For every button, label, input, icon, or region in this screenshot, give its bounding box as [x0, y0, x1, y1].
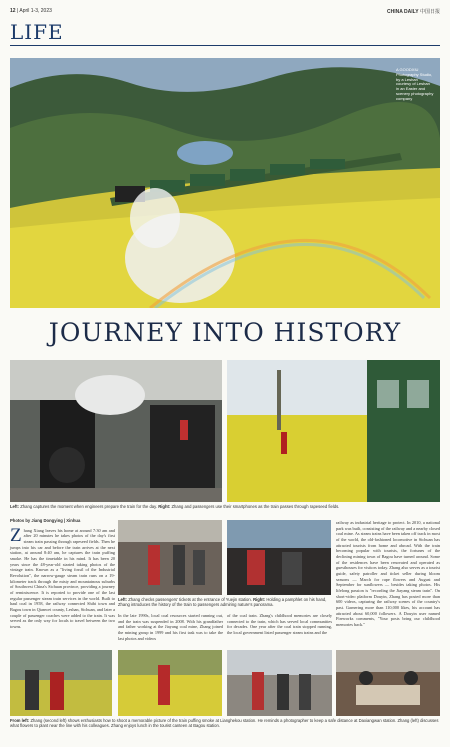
dropcap: Z [10, 524, 22, 546]
byline: Photos by Jiang Dongying | Xinhua [10, 518, 81, 523]
hero-photo [10, 58, 440, 308]
hero-credit: A GOODXIU Photography Studio, by a Leshan courtesy of Leshan in an Easter and scenery photography company [396, 67, 434, 101]
photo-lunch [336, 650, 440, 716]
article-col-3: of the coal train. Zhang's childhood memories are closely connected to the train, which has served local communities for decades. One year after the coal train stopped running, the local government listed passenger steam trains and the [227, 613, 332, 636]
brand: CHINA DAILY 中国日报 [387, 9, 440, 15]
photo-tickets [118, 520, 222, 595]
photo-engineers [10, 360, 222, 502]
section-rule [10, 45, 440, 46]
headline: JOURNEY INTO HISTORY [48, 318, 402, 347]
caption-top: Left: Zhang captures the moment when engineers prepare the train for the day. Right: Zhang and passengers use their smartphones as the train passes through rapeseed fields. [10, 504, 340, 509]
caption-bottom: From left: Zhang (second left) shows enthusiasts how to shoot a memorable picture of the train puffing smoke at Lianghekou station. He reminds a photographer to keep a safe distance at Daxiangwan station. Zhang (left) discusses what flowers to plant near the line with his colleagues. Zhang enjoys lunch in the tourist canteen at Bagou station. [10, 718, 439, 729]
photo-enthusiasts [10, 650, 112, 716]
photo-photographer [118, 650, 222, 716]
photo-colleagues [227, 650, 332, 716]
photo-rapeseed [227, 360, 440, 502]
page-info: 12 | April 1-3, 2023 [10, 8, 52, 14]
article-col-2: In the late 1990s, local coal resources started running out, and the train was suspended in 2008. With his grandfather and father working at the Jiayang coal mine, Zhang joined the mining group in 1999 and his first task was to take the last photos and videos [118, 613, 223, 641]
page-header [10, 8, 440, 18]
article-col-1: Photos by Jiang Dongying | Xinhua Zhang Xiang leaves his home at around 7:30 am and after 20 minutes he takes photos of the day's first steam train passing through rapeseed fields. Then he jumps into his car and before the train arrives at the next station, at around 8:40 am, he captures the train puffing smoke. He has the timetable in his mind. It has been 20 years since the 48-year-old started taking photos of the vintage train. Known as a "living fossil of the Industrial Revolution", the narrow-gauge steam train runs on a 19-kilometer track through the misty and mountainous suburbs of Southwest China's Sichuan province, providing a journey of reminiscence. It is reported to provide one of the last regular passenger steam train services in the world. Built to haul coal in 1958, the railway connected Shibi town and Bagou town in Qianwei county, Leshan, Sichuan, and later a couple of passenger coaches were added to the train. It was served as the only way for locals to travel between the two towns. [10, 518, 115, 629]
section-title: LIFE [10, 20, 64, 44]
article-col-4: railway as industrial heritage to protect. In 2010, a national park was built, consisting of the railway and a nearby closed coal mine. As steam trains have been taken off track in most of the world, the old-fashioned locomotive in Sichuan has attracted tourists from home and abroad. With the train becoming popular with tourists, the fortunes of the declining mining town of Bagou have turned around. Some of the residences have been renovated and operated as guesthouses for visitors today. Zhang also serves as a tourist guide, safety patroller and ticket seller during bloom seasons — March for rape flowers and August and September for sunflowers — besides taking photos. His lifelong passion is "recording the Jiayang steam train". On short-video platform Douyin, Zhang has posted more than 600 videos, capturing the railway scenes of the country's past. Garnering more than 110,000 likes, his account has attracted about 60,000 followers. A Douyin user named Fireworks comments, "Your posts bring our childhood memories back." [336, 520, 440, 628]
photo-pamphlet [227, 520, 331, 595]
caption-mid: Left: Zhang checks passengers' tickets at the entrance of Yuejin station. Right: Holding a pamphlet on his hand, Zhang introduces the history of the train to passengers admiring nature's panorama. [118, 597, 327, 608]
